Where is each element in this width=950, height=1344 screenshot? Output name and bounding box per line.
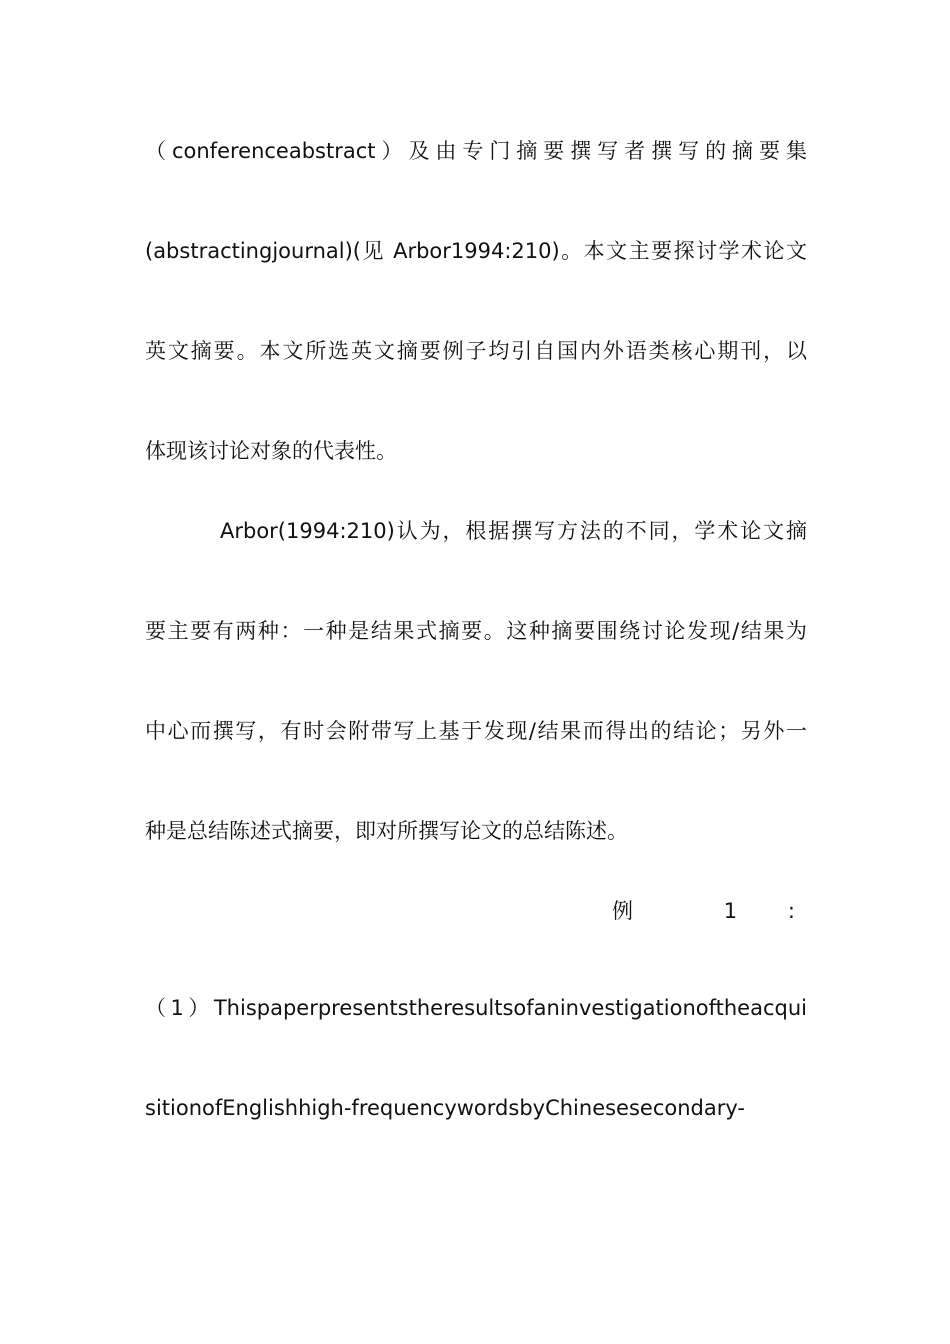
- paragraph-line-6: 要主要有两种：一种是结果式摘要。这种摘要围绕讨论发现/结果为: [145, 619, 807, 643]
- paragraph-line-4: 体现该讨论对象的代表性。: [145, 439, 397, 463]
- example-label: 例 1 :: [612, 899, 797, 923]
- paragraph-line-5: Arbor(1994:210)认为，根据撰写方法的不同，学术论文摘: [220, 519, 807, 543]
- paragraph-line-1: （conferenceabstract）及由专门摘要撰写者撰写的摘要集: [145, 139, 807, 163]
- paragraph-line-2: (abstractingjournal)(见 Arbor1994:210)。本文主要探讨学术论文: [145, 239, 807, 263]
- paragraph-line-7: 中心而撰写，有时会附带写上基于发现/结果而得出的结论；另外一: [145, 719, 807, 743]
- example-line-2: sitionofEnglishhigh-frequencywordsbyChinesesecondary-: [145, 1096, 746, 1120]
- paragraph-line-3: 英文摘要。本文所选英文摘要例子均引自国内外语类核心期刊，以: [145, 339, 807, 363]
- paragraph-line-8: 种是总结陈述式摘要，即对所撰写论文的总结陈述。: [145, 819, 628, 843]
- example-line-1: （1）Thispaperpresentstheresultsofaninvestigationoftheacqui: [145, 996, 807, 1020]
